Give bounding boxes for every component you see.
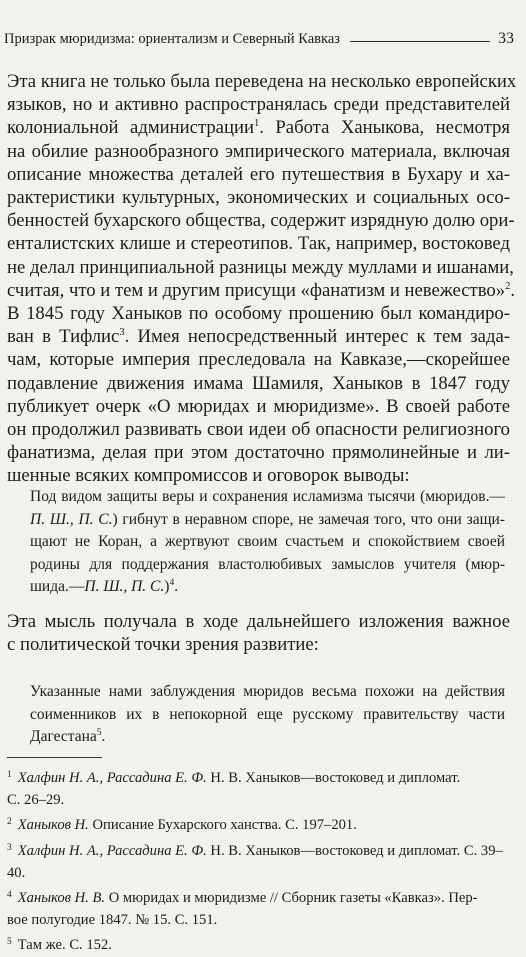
quote-line: щают не Коран, а жертвуют своим счастьем и спокойствием своей [30,533,505,550]
text-line: фанатизма, делая при этом достаточно прямолинейные и ли- [7,442,510,464]
quote-line: Указанные нами заблуждения мюридов весьма похожи на действия [30,683,505,700]
text-line: Эта книга не только была переведена на несколько европейских [7,71,517,92]
footnote-ref[interactable]: 5 [96,728,102,738]
second-paragraph [7,610,510,656]
quote-line: шида.—П. Ш., П. С.)$^4$. [30,578,179,595]
footnote [7,764,510,789]
text-line: чам, которые империя преследовала на Кавказе,—скорейшее [7,349,510,371]
footnote-mark: 2 [7,817,12,828]
text-line: ван в Тифлис$^3$. Имея непосредственный интерес к тем зада- [7,326,510,348]
footnote-author: Халфин Н. А., Рассадина Е. Ф. [17,842,207,859]
text-line: на обилие разнообразного эмпирического материала, включая [7,140,510,162]
text-line: подавление движения имама Шамиля, Ханыков в 1847 году [7,372,510,394]
footnote-ref[interactable]: 4 [169,578,175,588]
block-quote-1 [30,486,505,599]
text-line: В 1845 году Ханыков по особому прошению был командиро- [7,303,510,325]
footnotes [7,764,510,957]
text-line: публикует очерк «О мюридах и мюридизме». В своей работе [7,395,510,417]
footnote-text: Описание Бухарского ханства. С. 197–201. [88,817,357,834]
footnote-mark: 3 [7,842,12,853]
quote-line: Дагестана$^5$. [30,728,106,745]
footnote-mark: 1 [7,770,12,780]
footnote-continuation: С. 26–29. [7,792,65,809]
text-line: не делал принципиальной разницы между муллами и ишанами, [7,256,514,278]
footnote-mark: 5 [7,937,12,948]
text-line: считая, что и тем и другим присущи «фанатизм и невежество»$^2$. [7,279,516,301]
footnote-text: О мюридах и мюридизме // Сборник газеты «Кавказ». Пер- [105,890,478,907]
footnote [7,811,510,836]
footnote-text: Н. В. Ханыков—востоковед и дипломат. С. 39–40. [7,842,503,881]
quote-line: Под видом защиты веры и сохранения исламизма тысячи (мюридов.— [30,488,505,505]
footnote-author: Ханыков Н. [17,817,89,834]
quote-line: родины для поддержания властолюбивых замыслов учителя (мюр- [30,555,505,573]
footnote-separator [7,757,102,758]
quote-line: П. Ш., П. С.) гибнут в неравном споре, не замечая того, что они защи- [30,510,505,528]
running-title: Призрак мюридизма: ориентализм и Северный Кавказ [4,31,341,47]
footnote-text: Там же. С. 152. [17,937,112,954]
footnote [7,837,510,884]
footnote-author: Халфин Н. А., Рассадина Е. Ф. [17,770,207,786]
header-rule [350,41,490,42]
text-line: колониальной администрации$^1$. Работа Ханыкова, несмотря [7,117,510,139]
footnote-mark: 4 [7,890,12,901]
text-line: енталистских клише и стереотипов. Так, например, востоковед [7,233,510,255]
running-header [4,30,514,48]
footnote-text: Н. В. Ханыков—востоковед и дипломат. [206,770,461,786]
page-number: 33 [498,30,514,47]
footnote-continuation: вое полугодие 1847. № 15. С. 151. [7,912,218,929]
footnote-ref[interactable]: 3 [119,327,125,339]
quote-line: соименников их в непокорной еще русскому правительству части [30,705,505,723]
text-line: Эта мысль получала в ходе дальнейшего изложения важное [7,611,510,632]
text-line: с политической точки зрения развитие: [7,634,319,656]
text-line: описание множества деталей его путешествия в Бухару и ха- [7,163,510,185]
footnote [7,931,510,956]
footnote-ref[interactable]: 2 [505,280,511,292]
text-line: языков, но и активно распространялась среди представителей [7,94,510,116]
footnote-author: Ханыков Н. В. [17,890,106,907]
main-paragraph [7,70,517,488]
text-line: он продолжил развивать свои идеи об опасности религиозного [7,419,510,441]
text-line: шенные всяких компромиссов и оговорок выводы: [7,465,410,487]
footnote [7,884,510,909]
text-line: рактеристики культурных, экономических и социальных осо- [7,187,510,209]
block-quote-2 [30,681,505,749]
footnote-ref[interactable]: 1 [253,118,260,130]
text-line: бенностей бухарского общества, содержит изрядную долю ори- [7,210,515,232]
